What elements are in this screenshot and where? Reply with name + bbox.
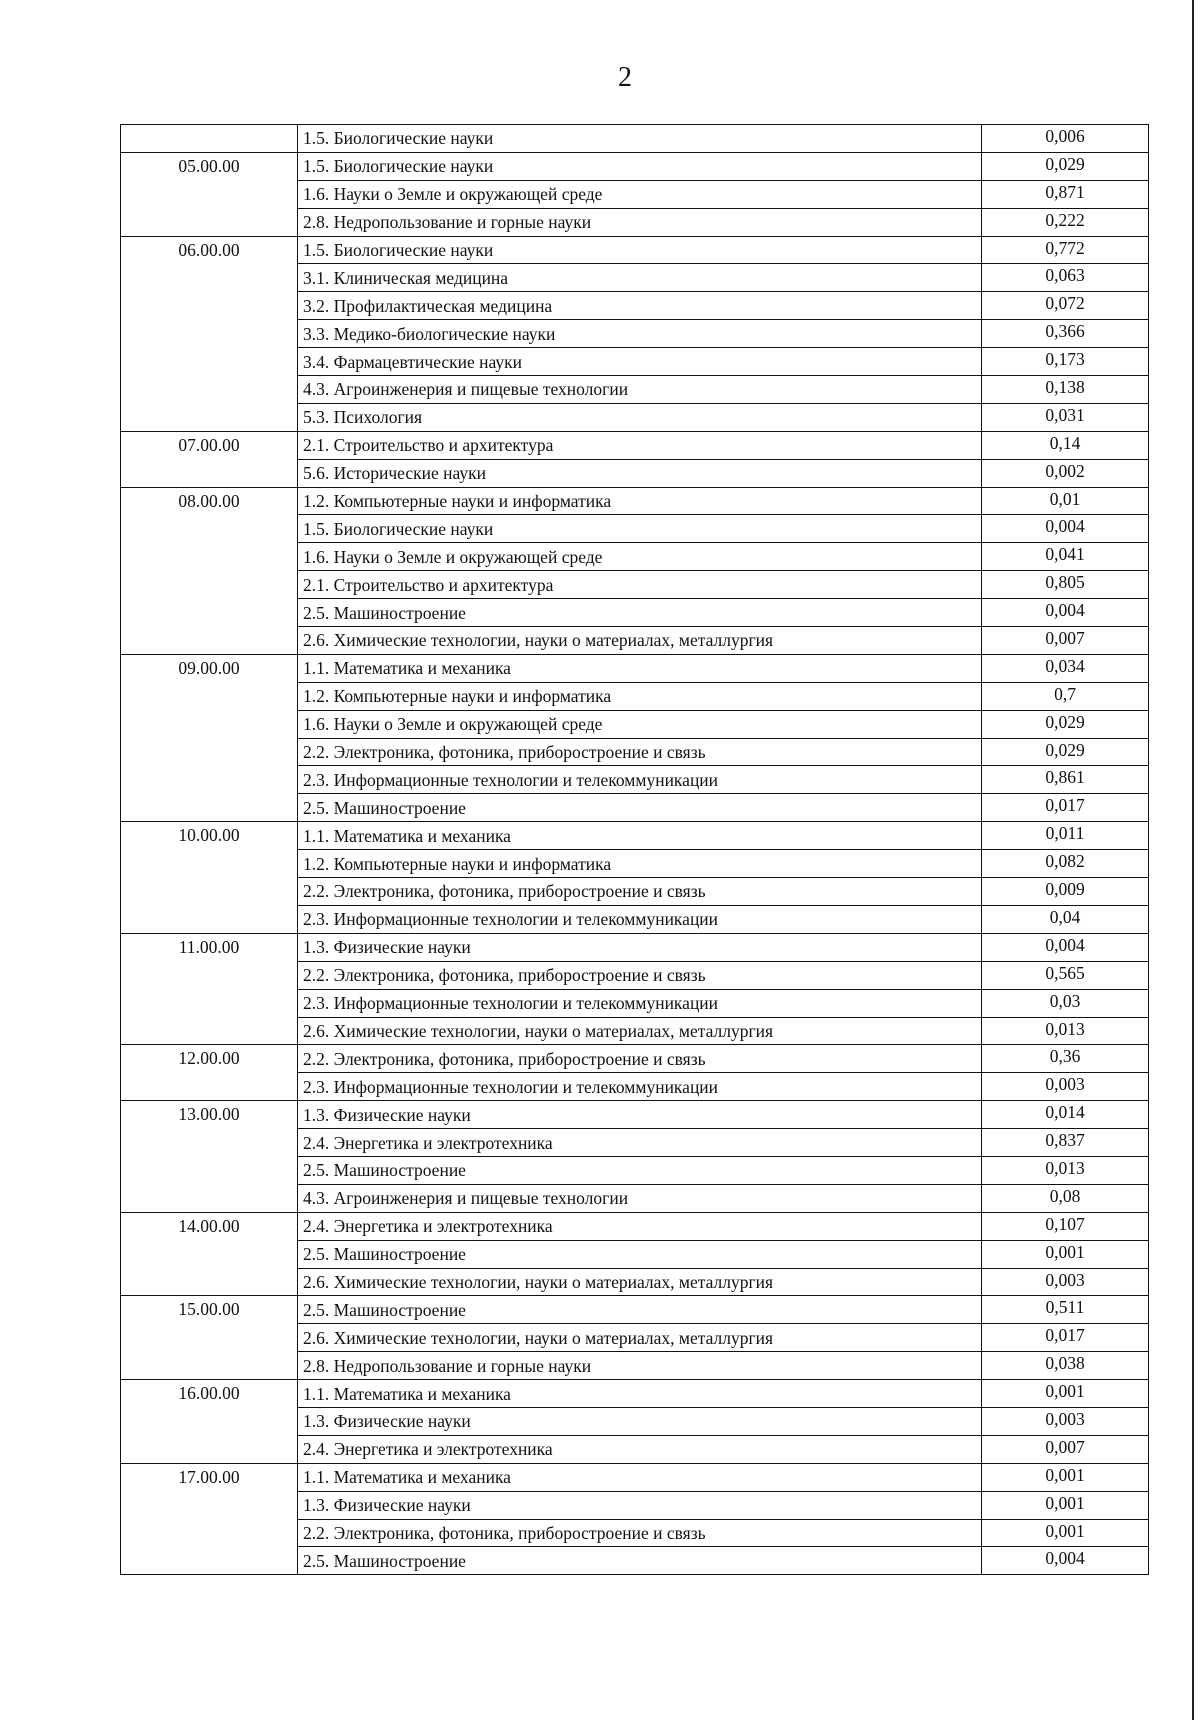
table-row	[121, 236, 1149, 264]
science-field-cell: 2.5. Машиностроение	[298, 1296, 982, 1324]
coefficient-value-cell: 0,034	[982, 654, 1149, 682]
coefficient-value-cell: 0,837	[982, 1129, 1149, 1157]
table-row	[121, 152, 1149, 180]
coefficient-value-cell: 0,001	[982, 1463, 1149, 1491]
coefficient-value-cell: 0,04	[982, 905, 1149, 933]
coefficient-value-cell: 0,002	[982, 459, 1149, 487]
coefficient-value-cell: 0,007	[982, 1435, 1149, 1463]
science-field-cell: 2.5. Машиностроение	[298, 1156, 982, 1184]
coefficient-value-cell: 0,013	[982, 1156, 1149, 1184]
table-row	[121, 431, 1149, 459]
coefficient-value-cell: 0,017	[982, 1324, 1149, 1352]
coefficient-value-cell: 0,001	[982, 1519, 1149, 1547]
science-field-cell: 5.6. Исторические науки	[298, 459, 982, 487]
science-field-cell: 3.4. Фармацевтические науки	[298, 348, 982, 376]
science-field-cell: 1.5. Биологические науки	[298, 152, 982, 180]
coefficient-value-cell: 0,222	[982, 208, 1149, 236]
group-code-cell: 16.00.00	[121, 1380, 298, 1464]
coefficient-value-cell: 0,36	[982, 1045, 1149, 1073]
coefficient-value-cell: 0,511	[982, 1296, 1149, 1324]
coefficient-value-cell: 0,7	[982, 682, 1149, 710]
coefficient-value-cell: 0,001	[982, 1380, 1149, 1408]
science-field-cell: 1.1. Математика и механика	[298, 654, 982, 682]
group-code-cell: 14.00.00	[121, 1212, 298, 1296]
science-field-cell: 1.6. Науки о Земле и окружающей среде	[298, 180, 982, 208]
coefficient-value-cell: 0,014	[982, 1101, 1149, 1129]
coefficient-table	[120, 124, 1149, 1575]
science-field-cell: 1.2. Компьютерные науки и информатика	[298, 682, 982, 710]
science-field-cell: 1.3. Физические науки	[298, 933, 982, 961]
table-row	[121, 1296, 1149, 1324]
coefficient-value-cell: 0,871	[982, 180, 1149, 208]
science-field-cell: 2.2. Электроника, фотоника, приборостроение и связь	[298, 878, 982, 906]
scan-edge	[1192, 0, 1194, 1720]
table-row	[121, 1101, 1149, 1129]
coefficient-value-cell: 0,861	[982, 766, 1149, 794]
science-field-cell: 1.1. Математика и механика	[298, 1380, 982, 1408]
coefficient-value-cell: 0,007	[982, 627, 1149, 655]
table-row	[121, 822, 1149, 850]
coefficient-value-cell: 0,041	[982, 543, 1149, 571]
coefficient-value-cell: 0,029	[982, 710, 1149, 738]
group-code-cell: 17.00.00	[121, 1463, 298, 1575]
science-field-cell: 3.2. Профилактическая медицина	[298, 292, 982, 320]
science-field-cell: 2.4. Энергетика и электротехника	[298, 1129, 982, 1157]
group-code-cell: 05.00.00	[121, 152, 298, 236]
science-field-cell: 1.5. Биологические науки	[298, 236, 982, 264]
science-field-cell: 3.1. Клиническая медицина	[298, 264, 982, 292]
science-field-cell: 2.2. Электроника, фотоника, приборостроение и связь	[298, 961, 982, 989]
coefficient-value-cell: 0,565	[982, 961, 1149, 989]
coefficient-value-cell: 0,031	[982, 403, 1149, 431]
table-row	[121, 487, 1149, 515]
science-field-cell: 4.3. Агроинженерия и пищевые технологии	[298, 376, 982, 404]
science-field-cell: 1.1. Математика и механика	[298, 1463, 982, 1491]
coefficient-value-cell: 0,082	[982, 850, 1149, 878]
science-field-cell: 4.3. Агроинженерия и пищевые технологии	[298, 1184, 982, 1212]
science-field-cell: 2.6. Химические технологии, науки о материалах, металлургия	[298, 1324, 982, 1352]
science-field-cell: 1.3. Физические науки	[298, 1101, 982, 1129]
science-field-cell: 2.2. Электроника, фотоника, приборостроение и связь	[298, 1519, 982, 1547]
science-field-cell: 2.4. Энергетика и электротехника	[298, 1435, 982, 1463]
group-code-cell: 08.00.00	[121, 487, 298, 654]
science-field-cell: 2.8. Недропользование и горные науки	[298, 208, 982, 236]
group-code-cell: 13.00.00	[121, 1101, 298, 1213]
science-field-cell: 2.3. Информационные технологии и телекоммуникации	[298, 1073, 982, 1101]
science-field-cell: 1.6. Науки о Земле и окружающей среде	[298, 543, 982, 571]
table-row	[121, 125, 1149, 153]
coefficient-value-cell: 0,772	[982, 236, 1149, 264]
coefficient-value-cell: 0,138	[982, 376, 1149, 404]
table-row	[121, 1045, 1149, 1073]
coefficient-value-cell: 0,029	[982, 152, 1149, 180]
coefficient-value-cell: 0,003	[982, 1268, 1149, 1296]
coefficient-value-cell: 0,004	[982, 599, 1149, 627]
coefficient-value-cell: 0,029	[982, 738, 1149, 766]
coefficient-value-cell: 0,004	[982, 515, 1149, 543]
science-field-cell: 2.3. Информационные технологии и телекоммуникации	[298, 766, 982, 794]
table-row	[121, 1212, 1149, 1240]
science-field-cell: 1.2. Компьютерные науки и информатика	[298, 850, 982, 878]
group-code-cell	[121, 125, 298, 153]
science-field-cell: 1.3. Физические науки	[298, 1491, 982, 1519]
science-field-cell: 1.5. Биологические науки	[298, 515, 982, 543]
group-code-cell: 07.00.00	[121, 431, 298, 487]
coefficient-value-cell: 0,107	[982, 1212, 1149, 1240]
coefficient-value-cell: 0,03	[982, 989, 1149, 1017]
science-field-cell: 1.2. Компьютерные науки и информатика	[298, 487, 982, 515]
coefficient-value-cell: 0,004	[982, 1547, 1149, 1575]
coefficient-value-cell: 0,003	[982, 1073, 1149, 1101]
science-field-cell: 2.5. Машиностроение	[298, 599, 982, 627]
science-field-cell: 1.1. Математика и механика	[298, 822, 982, 850]
page-number: 2	[618, 62, 632, 93]
science-field-cell: 3.3. Медико-биологические науки	[298, 320, 982, 348]
science-field-cell: 2.8. Недропользование и горные науки	[298, 1352, 982, 1380]
group-code-cell: 10.00.00	[121, 822, 298, 934]
table-row	[121, 1380, 1149, 1408]
table-row	[121, 933, 1149, 961]
science-field-cell: 2.5. Машиностроение	[298, 794, 982, 822]
science-field-cell: 2.5. Машиностроение	[298, 1547, 982, 1575]
coefficient-value-cell: 0,01	[982, 487, 1149, 515]
science-field-cell: 1.3. Физические науки	[298, 1407, 982, 1435]
science-field-cell: 2.2. Электроника, фотоника, приборостроение и связь	[298, 1045, 982, 1073]
coefficient-value-cell: 0,001	[982, 1491, 1149, 1519]
science-field-cell: 1.6. Науки о Земле и окружающей среде	[298, 710, 982, 738]
coefficient-value-cell: 0,366	[982, 320, 1149, 348]
science-field-cell: 2.3. Информационные технологии и телекоммуникации	[298, 905, 982, 933]
coefficient-value-cell: 0,006	[982, 125, 1149, 153]
science-field-cell: 2.6. Химические технологии, науки о материалах, металлургия	[298, 627, 982, 655]
group-code-cell: 09.00.00	[121, 654, 298, 821]
coefficient-value-cell: 0,001	[982, 1240, 1149, 1268]
coefficient-value-cell: 0,013	[982, 1017, 1149, 1045]
table-row	[121, 654, 1149, 682]
science-field-cell: 2.1. Строительство и архитектура	[298, 571, 982, 599]
science-field-cell: 2.6. Химические технологии, науки о материалах, металлургия	[298, 1017, 982, 1045]
science-field-cell: 5.3. Психология	[298, 403, 982, 431]
table-body	[121, 125, 1149, 1575]
group-code-cell: 15.00.00	[121, 1296, 298, 1380]
coefficient-value-cell: 0,805	[982, 571, 1149, 599]
science-field-cell: 2.6. Химические технологии, науки о материалах, металлургия	[298, 1268, 982, 1296]
coefficient-value-cell: 0,017	[982, 794, 1149, 822]
coefficient-value-cell: 0,038	[982, 1352, 1149, 1380]
coefficient-value-cell: 0,08	[982, 1184, 1149, 1212]
coefficient-value-cell: 0,003	[982, 1407, 1149, 1435]
science-field-cell: 2.1. Строительство и архитектура	[298, 431, 982, 459]
group-code-cell: 06.00.00	[121, 236, 298, 431]
coefficient-value-cell: 0,14	[982, 431, 1149, 459]
coefficient-value-cell: 0,011	[982, 822, 1149, 850]
science-field-cell: 2.4. Энергетика и электротехника	[298, 1212, 982, 1240]
coefficient-value-cell: 0,173	[982, 348, 1149, 376]
science-field-cell: 1.5. Биологические науки	[298, 125, 982, 153]
coefficient-value-cell: 0,072	[982, 292, 1149, 320]
coefficient-value-cell: 0,004	[982, 933, 1149, 961]
science-field-cell: 2.5. Машиностроение	[298, 1240, 982, 1268]
science-field-cell: 2.3. Информационные технологии и телекоммуникации	[298, 989, 982, 1017]
group-code-cell: 11.00.00	[121, 933, 298, 1045]
table-row	[121, 1463, 1149, 1491]
science-field-cell: 2.2. Электроника, фотоника, приборостроение и связь	[298, 738, 982, 766]
coefficient-value-cell: 0,063	[982, 264, 1149, 292]
group-code-cell: 12.00.00	[121, 1045, 298, 1101]
coefficient-value-cell: 0,009	[982, 878, 1149, 906]
